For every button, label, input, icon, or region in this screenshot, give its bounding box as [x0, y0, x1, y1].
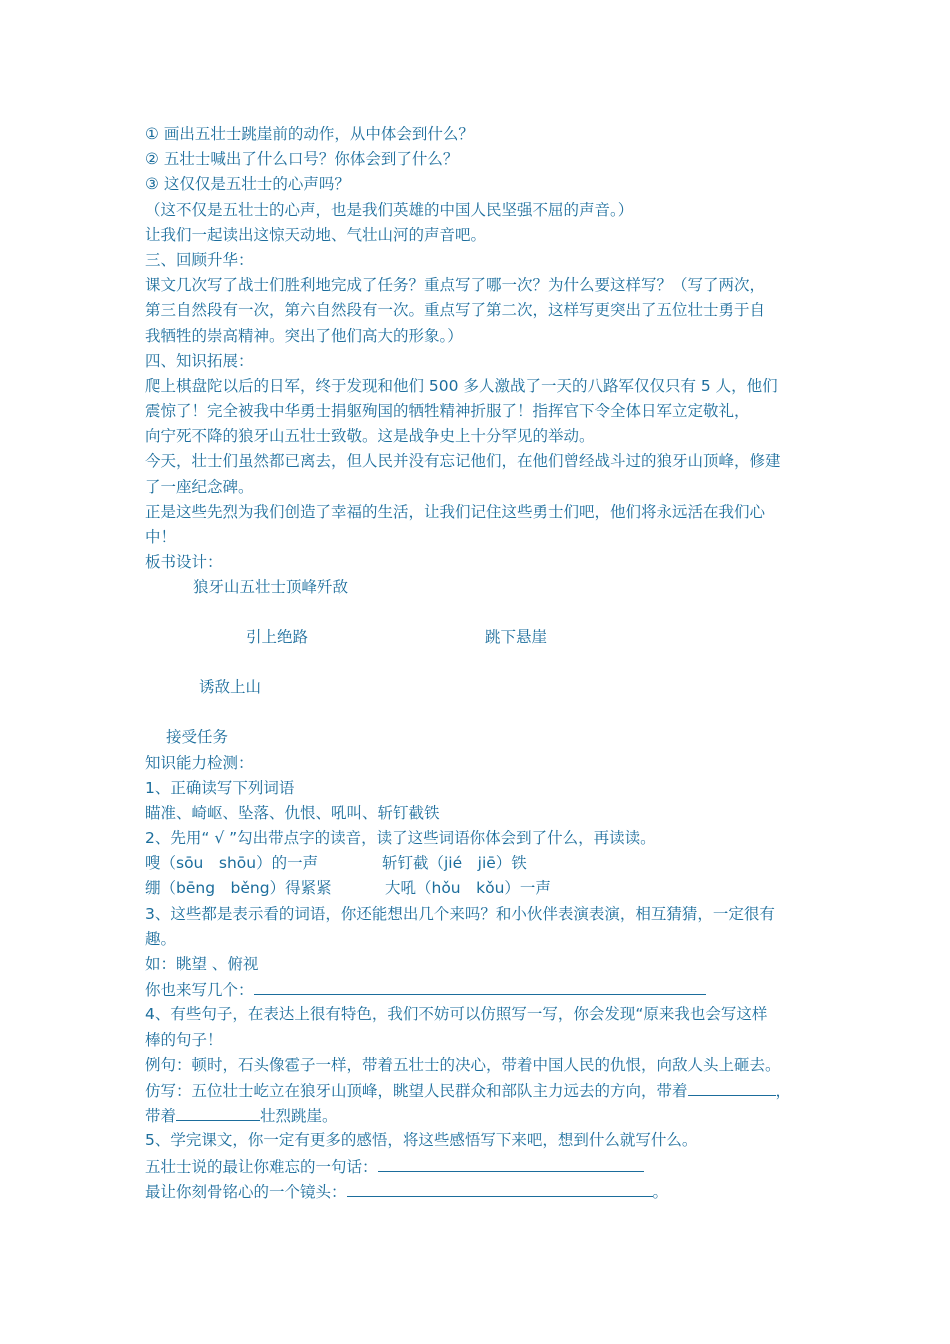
extension-paragraph-line: 正是这些先烈为我们创造了幸福的生活，让我们记住这些勇士们吧，他们将永远活在我们心 — [145, 502, 766, 521]
exercise-5-prompt: 五壮士说的最让你难忘的一句话： — [145, 1157, 378, 1176]
exercise-3: 3、这些都是表示看的词语，你还能想出几个来吗？和小伙伴表演表演，相互猜猜，一定很有 — [145, 904, 775, 923]
answer-blank[interactable] — [688, 1078, 776, 1096]
exercise-4: 4、有些句子，在表达上很有特色，我们不妨可以仿照写一写，你会发现“原来我也会写这样 — [145, 1005, 768, 1024]
pinyin-item: 斩钉截（jié jiē）铁 — [382, 854, 527, 873]
extension-paragraph-line: 爬上棋盘陀以后的日军，终于发现和他们 500 多人激战了一天的八路军仅仅只有 5 人，他们 — [145, 376, 778, 395]
exercise-4: 棒的句子！ — [145, 1030, 223, 1049]
pinyin-row — [145, 851, 815, 876]
extension-paragraph-line: 向宁死不降的狼牙山五壮士致敬。这是战争史上十分罕见的举动。 — [145, 427, 595, 446]
pinyin-item: 嗖（sōu shōu）的一声 — [145, 854, 319, 873]
imitate-text: 壮烈跳崖。 — [260, 1107, 338, 1126]
exercise-4-imitate-line — [145, 1078, 815, 1103]
exercise-5: 5、学完课文，你一定有更多的感悟，将这些感悟写下来吧，想到什么就写什么。 — [145, 1131, 698, 1150]
exercise-3-answer-line — [145, 977, 815, 1002]
exercise-3-example: 如：眺望 、俯视 — [145, 955, 259, 974]
imitate-text: 仿写：五位壮士屹立在狼牙山顶峰，眺望人民群众和部队主力远去的方向，带着 — [145, 1081, 688, 1100]
extension-paragraph-line: 了一座纪念碑。 — [145, 477, 254, 496]
exercise-1-words: 瞄准、崎岖、坠落、仇恨、吼叫、斩钉截铁 — [145, 803, 440, 822]
answer-blank[interactable] — [254, 977, 706, 995]
document-body — [145, 122, 815, 1204]
board-item-lure-uphill: 诱敌上山 — [199, 678, 262, 697]
question-1: ① 画出五壮士跳崖前的动作，从中体会到什么？ — [145, 125, 474, 143]
exercise-5-answer-line — [145, 1179, 815, 1204]
review-paragraph-line: 我牺牲的崇高精神。突出了他们高大的形象。） — [145, 326, 463, 345]
exercise-3-prompt: 你也来写几个： — [145, 981, 254, 1000]
pinyin-item: 大吼（hǒu kǒu）一声 — [385, 879, 551, 898]
question-3: ③ 这仅仅是五壮士的心声吗？ — [145, 175, 350, 194]
board-row — [145, 625, 815, 650]
pinyin-item: 绷（bēng běng）得紧紧 — [145, 879, 332, 898]
board-title: 狼牙山五壮士顶峰歼敌 — [193, 578, 349, 597]
read-aloud-line: 让我们一起读出这惊天动地、气壮山河的声音吧。 — [145, 225, 487, 244]
exercise-1: 1、正确读写下列词语 — [145, 778, 295, 797]
exercise-5-prompt: 最让你刻骨铭心的一个镜头： — [145, 1182, 347, 1201]
imitate-text: 带着 — [145, 1107, 177, 1126]
answer-note: （这不仅是五壮士的心声，也是我们英雄的中国人民坚强不屈的声音。） — [145, 200, 634, 219]
pinyin-row — [145, 876, 815, 901]
extension-paragraph-line: 今天，壮士们虽然都已离去，但人民并没有忘记他们，在他们曾经战斗过的狼牙山顶峰，修建 — [145, 452, 781, 471]
extension-paragraph-line: 震惊了！完全被我中华勇士捐躯殉国的牺牲精神折服了！指挥官下令全体日军立定敬礼， — [145, 402, 750, 421]
question-2: ② 五壮士喊出了什么口号？你体会到了什么？ — [145, 150, 459, 169]
exercise-5-prompt-end: 。 — [652, 1182, 669, 1201]
exercise-4-imitate-line — [145, 1103, 815, 1128]
exercise-5-answer-line — [145, 1154, 815, 1179]
exercises-heading: 知识能力检测： — [145, 753, 254, 772]
exercise-2: 2、先用“ √ ”勾出带点字的读音，读了这些词语你体会到了什么，再读读。 — [145, 829, 656, 848]
section-heading-extension: 四、知识拓展： — [145, 351, 254, 370]
answer-blank[interactable] — [176, 1103, 260, 1121]
answer-blank[interactable] — [378, 1154, 644, 1172]
extension-paragraph-line: 中！ — [145, 528, 177, 546]
board-item-accept-task: 接受任务 — [166, 728, 229, 747]
board-item-jump-cliff: 跳下悬崖 — [485, 628, 548, 647]
exercise-3: 趣。 — [145, 929, 177, 948]
board-item-lure-dead-end: 引上绝路 — [246, 628, 309, 647]
answer-blank[interactable] — [347, 1179, 653, 1197]
review-paragraph-line: 课文几次写了战士们胜利地完成了任务？重点写了哪一次？为什么要这样写？（写了两次， — [145, 276, 766, 295]
board-design-heading: 板书设计： — [145, 553, 223, 572]
exercise-4-example: 例句：顿时，石头像雹子一样，带着五壮士的决心，带着中国人民的仇恨，向敌人头上砸去。 — [145, 1055, 781, 1074]
imitate-text: ， — [775, 1081, 792, 1100]
section-heading-review: 三、回顾升华： — [145, 250, 254, 269]
review-paragraph-line: 第三自然段有一次，第六自然段有一次。重点写了第二次，这样写更突出了五位壮士勇于自 — [145, 301, 766, 320]
